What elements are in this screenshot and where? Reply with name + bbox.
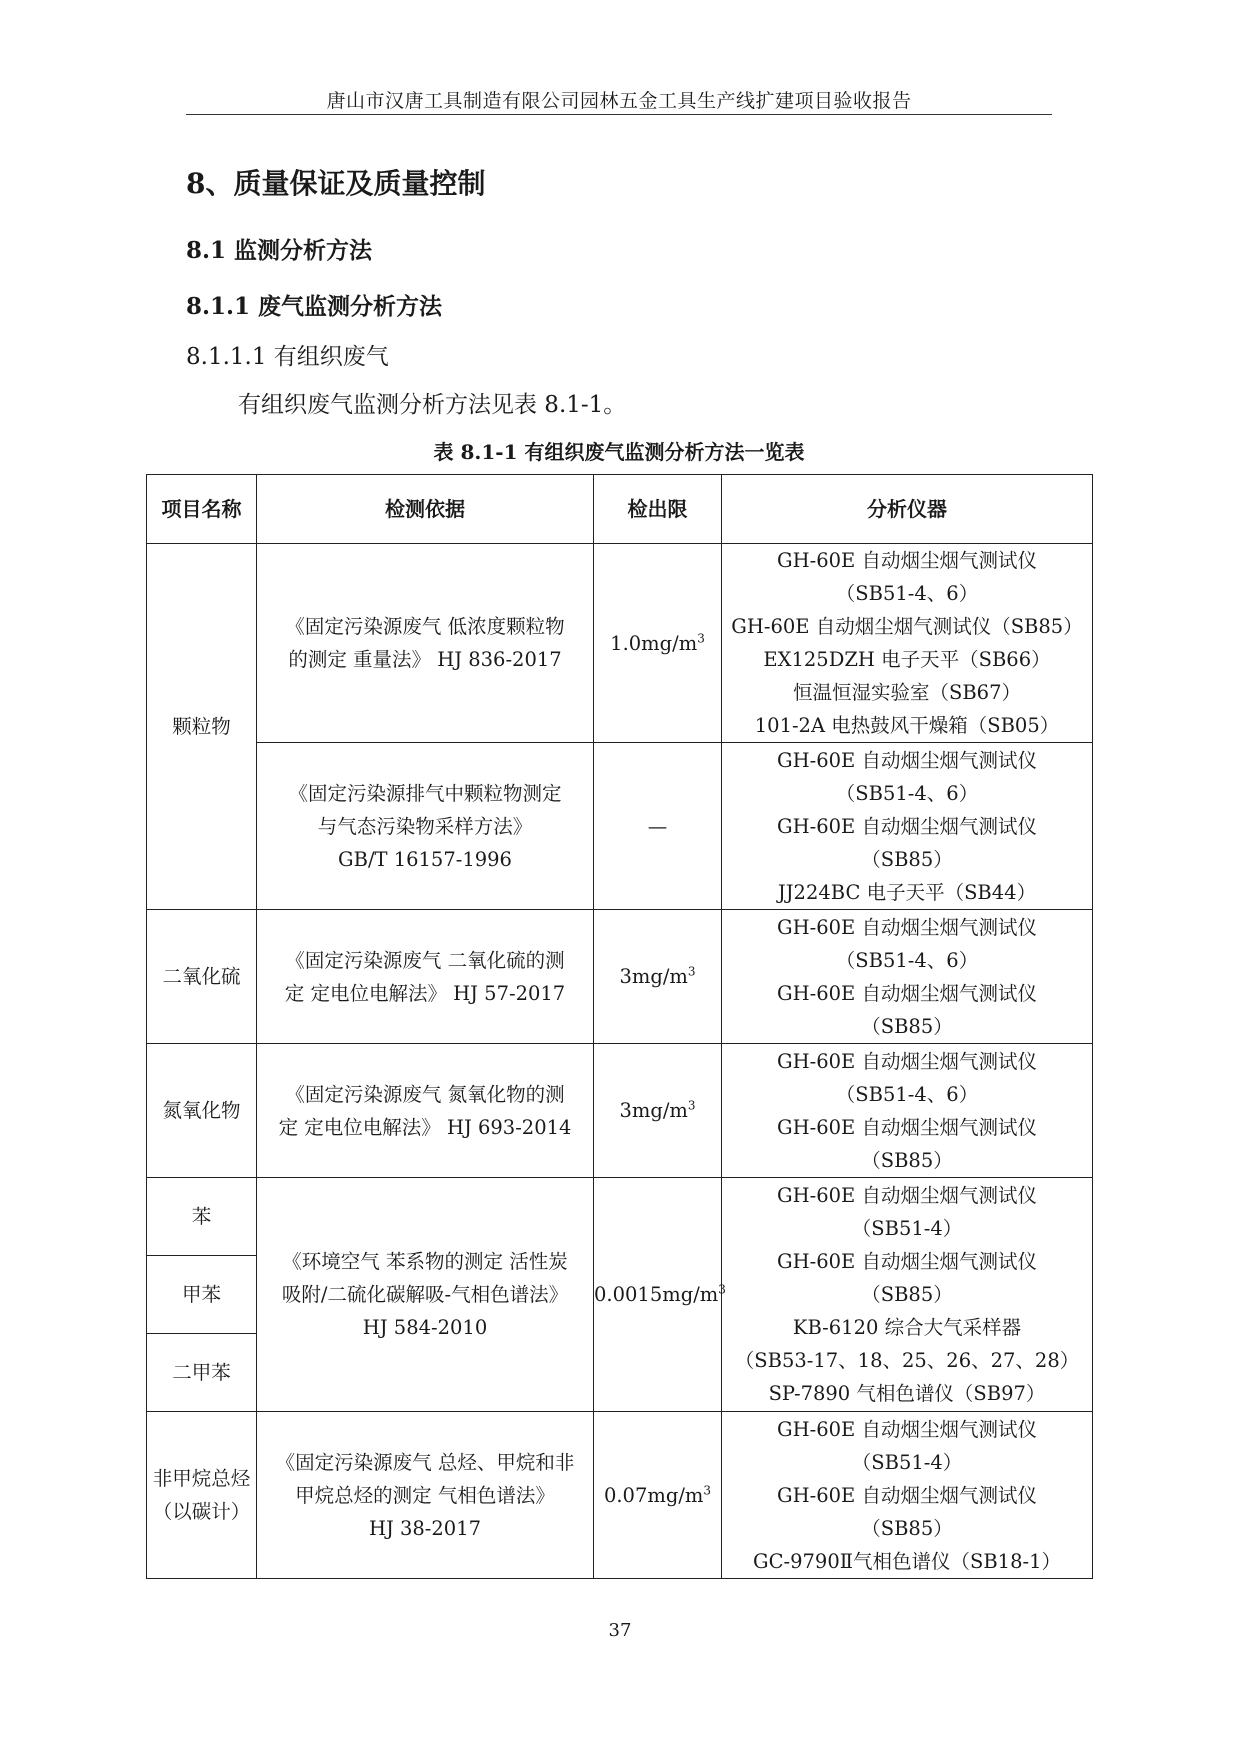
instrument-line: GH-60E 自动烟尘烟气测试仪（SB85） <box>731 615 1083 638</box>
header-rule <box>186 114 1052 115</box>
instrument-line: GH-60E 自动烟尘烟气测试仪 <box>777 1483 1037 1507</box>
unit-superscript: 3 <box>687 964 696 979</box>
instrument-line: （SB85） <box>861 1283 953 1306</box>
item-cell: 氮氧化物 <box>147 1044 257 1178</box>
instrument-cell <box>722 1044 1093 1178</box>
table-row <box>147 1044 1093 1178</box>
instrument-line: （SB51-4） <box>851 1217 963 1240</box>
instrument-line: GH-60E 自动烟尘烟气测试仪 <box>777 915 1037 939</box>
limit-cell <box>594 544 722 743</box>
item-cell: 颗粒物 <box>147 544 257 910</box>
instrument-line: GH-60E 自动烟尘烟气测试仪 <box>777 1250 1037 1273</box>
basis-line: 《固定污染源废气 总烃、甲烷和非 <box>275 1450 575 1474</box>
instrument-cell <box>722 1412 1093 1579</box>
instrument-line: GH-60E 自动烟尘烟气测试仪 <box>777 981 1037 1005</box>
limit-value: 3mg/m <box>619 965 688 988</box>
intro-paragraph: 有组织废气监测分析方法见表 8.1-1。 <box>238 392 627 418</box>
item-cell <box>147 1412 257 1579</box>
section-heading-8-1-1: 8.1.1 废气监测分析方法 <box>186 293 443 320</box>
limit-cell <box>594 1178 726 1412</box>
instrument-line: 101-2A 电热鼓风干燥箱（SB05） <box>754 714 1060 737</box>
table-row <box>147 544 1093 743</box>
basis-line: 《固定污染源废气 氮氧化物的测 <box>285 1082 565 1106</box>
basis-cell <box>257 1412 594 1579</box>
unit-superscript: 3 <box>687 1098 696 1113</box>
unit-superscript: 3 <box>718 1282 726 1297</box>
basis-line: 《固定污染源排气中颗粒物测定 <box>288 781 562 805</box>
basis-line: HJ 38-2017 <box>368 1516 482 1540</box>
instrument-line: （SB51-4、6） <box>835 781 979 805</box>
table-row <box>147 1178 1093 1256</box>
basis-line: 《固定污染源废气 低浓度颗粒物 <box>285 615 565 638</box>
basis-line: 甲烷总烃的测定 气相色谱法》 <box>295 1483 555 1507</box>
basis-line: 定 定电位电解法》 HJ 693-2014 <box>278 1115 572 1139</box>
basis-cell <box>257 1044 594 1178</box>
instrument-line: JJ224BC 电子天平（SB44） <box>777 880 1037 904</box>
instrument-line: （SB51-4、6） <box>835 1082 979 1106</box>
instrument-line: （SB51-4） <box>851 1450 963 1474</box>
section-heading-8-1-1-1: 8.1.1.1 有组织废气 <box>186 344 389 370</box>
table-row <box>147 743 1093 910</box>
instrument-line: GH-60E 自动烟尘烟气测试仪 <box>777 1417 1037 1441</box>
instrument-line: （SB53-17、18、25、26、27、28） <box>734 1349 1080 1372</box>
basis-cell <box>257 910 594 1044</box>
instrument-cell <box>722 1178 1093 1412</box>
unit-superscript: 3 <box>697 631 705 645</box>
page-number: 37 <box>608 1620 632 1641</box>
instrument-line: 恒温恒湿实验室（SB67） <box>792 681 1021 704</box>
basis-cell <box>257 544 594 743</box>
basis-line: 与气态污染物采样方法》 <box>317 814 533 838</box>
basis-line: 《固定污染源废气 二氧化硫的测 <box>285 948 565 972</box>
table-caption: 表 8.1-1 有组织废气监测分析方法一览表 <box>433 440 805 464</box>
instrument-cell <box>722 743 1093 910</box>
instrument-line: （SB85） <box>861 1516 953 1540</box>
item-cell: 苯 <box>147 1178 257 1256</box>
limit-cell <box>594 1412 722 1579</box>
table-row <box>147 910 1093 1044</box>
item-line: 非甲烷总烃 <box>152 1467 251 1490</box>
item-cell: 二甲苯 <box>147 1334 257 1412</box>
instrument-line: KB-6120 综合大气采样器 <box>792 1316 1022 1339</box>
basis-cell <box>257 743 594 910</box>
instrument-line: GC-9790Ⅱ气相色谱仪（SB18-1） <box>753 1549 1061 1573</box>
limit-cell: — <box>594 743 722 910</box>
limit-cell <box>594 910 722 1044</box>
instrument-line: （SB85） <box>861 847 953 871</box>
instrument-line: GH-60E 自动烟尘烟气测试仪 <box>777 1049 1037 1073</box>
section-heading-8-1: 8.1 监测分析方法 <box>186 237 373 264</box>
instrument-line: （SB51-4、6） <box>835 948 979 972</box>
header-item-name: 项目名称 <box>147 475 257 544</box>
basis-line: 《环境空气 苯系物的测定 活性炭 <box>282 1250 568 1273</box>
basis-line: 的测定 重量法》 HJ 836-2017 <box>288 648 562 671</box>
limit-value: 3mg/m <box>619 1099 688 1122</box>
table-row <box>147 1412 1093 1579</box>
header-limit: 检出限 <box>594 475 722 544</box>
basis-line: 定 定电位电解法》 HJ 57-2017 <box>284 981 566 1005</box>
limit-cell <box>594 1044 722 1178</box>
header-basis: 检测依据 <box>257 475 594 544</box>
item-cell: 甲苯 <box>147 1256 257 1334</box>
basis-line: GB/T 16157-1996 <box>338 847 512 871</box>
limit-value: 0.0015mg/m <box>594 1283 719 1306</box>
instrument-line: （SB51-4、6） <box>835 582 979 605</box>
instrument-line: GH-60E 自动烟尘烟气测试仪 <box>777 814 1037 838</box>
instrument-line: GH-60E 自动烟尘烟气测试仪 <box>777 549 1037 572</box>
header-instrument: 分析仪器 <box>722 475 1093 544</box>
item-cell: 二氧化硫 <box>147 910 257 1044</box>
basis-line: 吸附/二硫化碳解吸-气相色谱法》 <box>281 1283 569 1306</box>
basis-cell <box>257 1178 594 1412</box>
page-header: 唐山市汉唐工具制造有限公司园林五金工具生产线扩建项目验收报告 <box>326 90 912 112</box>
instrument-line: （SB85） <box>861 1014 953 1038</box>
limit-value: 1.0mg/m <box>610 631 698 655</box>
instrument-line: EX125DZH 电子天平（SB66） <box>763 648 1051 671</box>
instrument-cell <box>722 544 1093 743</box>
basis-line: HJ 584-2010 <box>362 1316 488 1339</box>
instrument-cell <box>722 910 1093 1044</box>
instrument-line: SP-7890 气相色谱仪（SB97） <box>768 1382 1046 1405</box>
section-heading-8: 8、质量保证及质量控制 <box>186 167 486 200</box>
instrument-line: GH-60E 自动烟尘烟气测试仪 <box>777 1184 1037 1207</box>
instrument-line: GH-60E 自动烟尘烟气测试仪 <box>777 1115 1037 1139</box>
methods-table <box>146 474 1093 1579</box>
limit-value: 0.07mg/m <box>603 1483 704 1507</box>
item-line: （以碳计） <box>152 1500 251 1523</box>
instrument-line: （SB85） <box>861 1148 953 1172</box>
instrument-line: GH-60E 自动烟尘烟气测试仪 <box>777 748 1037 772</box>
table-header-row <box>147 475 1093 544</box>
unit-superscript: 3 <box>703 1483 712 1497</box>
